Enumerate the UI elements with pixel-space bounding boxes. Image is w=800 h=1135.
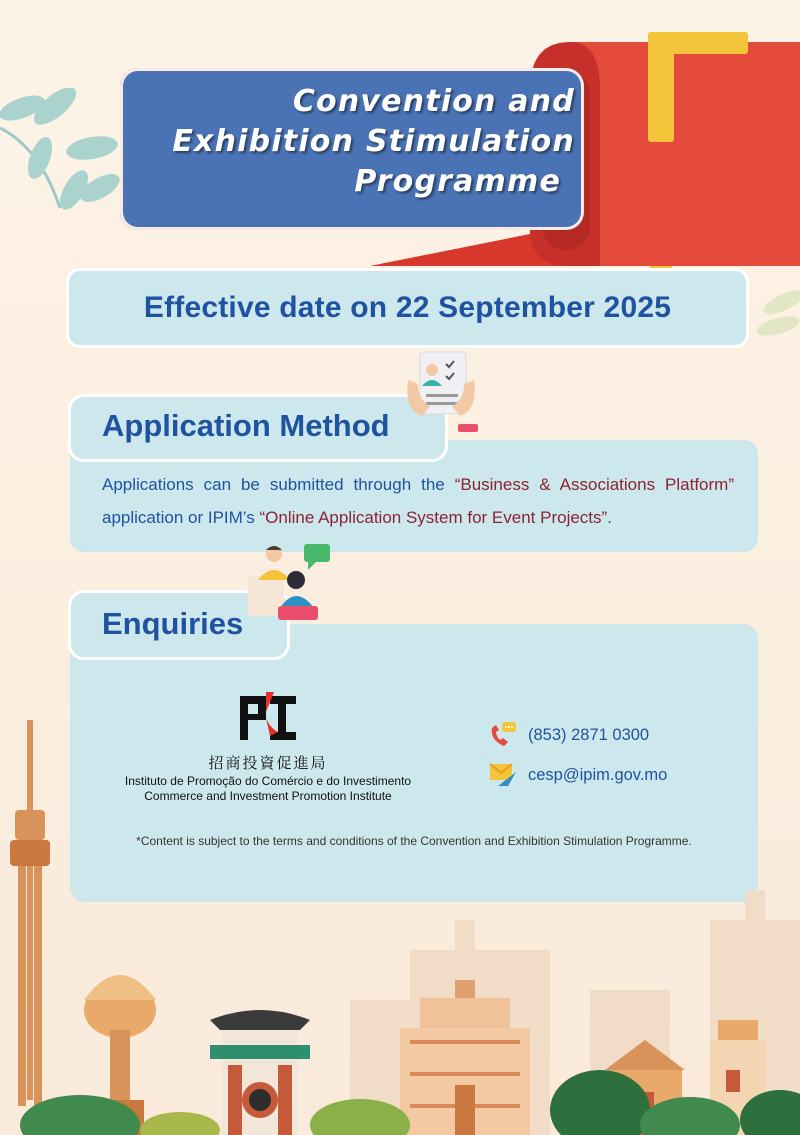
title-line-3: Programme <box>354 164 561 199</box>
enquiries-heading: Enquiries <box>102 606 244 641</box>
phone-number[interactable]: (853) 2871 0300 <box>528 726 650 744</box>
logo-english-name: Commerce and Investment Promotion Institute <box>144 789 392 803</box>
application-description <box>102 468 734 534</box>
online-system-link: “Online Application System for Event Projects” <box>259 508 608 527</box>
effective-date-banner <box>66 268 749 348</box>
page-title <box>120 82 575 202</box>
email-address[interactable]: cesp@ipim.gov.mo <box>528 766 668 784</box>
application-form-icon <box>400 350 482 434</box>
application-text-3: . <box>607 508 612 527</box>
title-line-1: Convention and <box>292 84 575 119</box>
application-text-2: application or IPIM’s <box>102 508 260 527</box>
effective-date-text: Effective date on 22 September 2025 <box>143 291 672 324</box>
business-platform-link: “Business & Associations Platform” <box>454 475 734 494</box>
chat-people-icon <box>246 540 336 624</box>
application-text-1: Applications can be submitted through the <box>102 475 455 494</box>
logo-portuguese-name: Instituto de Promoção do Comércio e do Investimento <box>124 774 412 788</box>
title-line-2: Exhibition Stimulation <box>172 124 575 159</box>
logo-chinese-name: 招商投資促進局 <box>208 754 328 772</box>
macau-skyline-illustration <box>0 700 800 1135</box>
application-heading: Application Method <box>102 408 390 443</box>
leaf-branch-icon <box>748 282 800 352</box>
leaf-branch-icon <box>0 88 130 228</box>
footnote: *Content is subject to the terms and conditions of the Convention and Exhibition Stimulation Programme. <box>136 834 692 848</box>
